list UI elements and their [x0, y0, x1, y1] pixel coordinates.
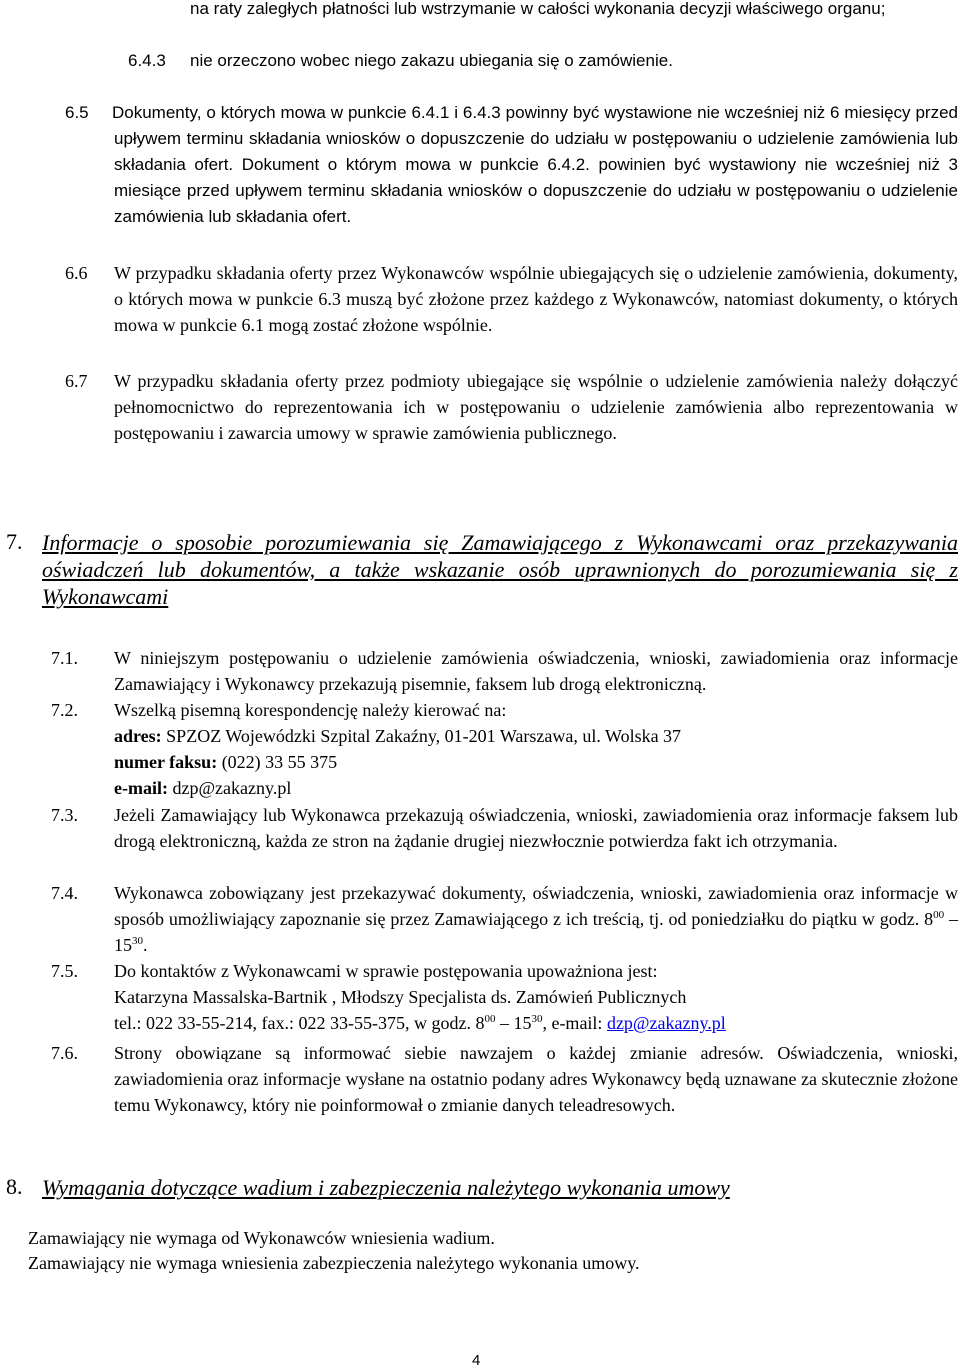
fax-value: (022) 33 55 375	[221, 752, 338, 772]
address-line	[114, 723, 958, 749]
paragraph-6-4-3: nie orzeczono wobec niego zakazu ubiegania się o zamówienie.	[190, 51, 673, 70]
section-number-8: 8.	[6, 1174, 23, 1199]
email-value: dzp@zakazny.pl	[172, 778, 292, 798]
item-number-6-4-3: 6.4.3	[128, 51, 166, 70]
item-number-7-6: 7.6.	[51, 1043, 78, 1063]
paragraph-7-4-end: .	[143, 935, 148, 955]
no-wadium-statement: Zamawiający nie wymaga od Wykonawców wniesienia wadium.	[28, 1228, 495, 1248]
item-number-7-2: 7.2.	[51, 700, 78, 720]
contact-email-prefix: , e-mail:	[542, 1013, 607, 1033]
hour-end-minutes: 30	[132, 935, 143, 947]
paragraph-6-5	[114, 100, 958, 230]
hour-separator: – 15	[114, 909, 958, 955]
item-number-6-5: 6.5	[65, 103, 89, 122]
paragraph-7-3: Jeżeli Zamawiający lub Wykonawca przekazują oświadczenia, wnioski, zawiadomienia oraz informacje faksem lub drogą elektroniczną, każda ze stron na żądanie drugiej niezwłocznie potwierdza fakt ich otrzymania.	[114, 805, 958, 851]
section-heading-8: Wymagania dotyczące wadium i zabezpieczenia należytego wykonania umowy	[42, 1175, 730, 1200]
paragraph-6-5-text: Dokumenty, o których mowa w punkcie 6.4.1 i 6.4.3 powinny być wystawione nie wcześniej niż 6 miesięcy przed upływem terminu składania wniosków o dopuszczenie do udziału w postępowaniu o udzielenie zamówienia lub składania ofert. Dokument o którym mowa w punkcie 6.4.2. powinien być wystawiony nie wcześniej niż 3 miesiące przed upływem terminu składania wniosków o dopuszczenie do udziału w postępowaniu o udzielenie zamówienia lub składania ofert.	[112, 103, 958, 226]
paragraph-6-7: W przypadku składania oferty przez podmioty ubiegające się wspólnie o udzielenie zamówienia należy dołączyć pełnomocnictwo do reprezentowania ich w postępowaniu o udzielenie zamówienia albo reprezentowania w postępowaniu i zawarcia umowy w sprawie zamówienia publicznego.	[114, 371, 958, 443]
section-heading-7: Informacje o sposobie porozumiewania się Zamawiającego z Wykonawcami oraz przekazywania oświadczeń lub dokumentów, a także wskazanie osób uprawnionych do porozumiewania się z Wykonawcami	[42, 530, 958, 609]
fax-line	[114, 749, 958, 775]
address-label: adres:	[114, 726, 162, 746]
contact-hour-separator: – 15	[495, 1013, 532, 1033]
fax-label: numer faksu:	[114, 752, 218, 772]
hour-start-minutes: 00	[933, 909, 945, 921]
paragraph-7-5: Do kontaktów z Wykonawcami w sprawie postępowania upoważniona jest:	[114, 961, 658, 981]
contact-phone-fax: tel.: 022 33-55-214, fax.: 022 33-55-375, w godz. 8	[114, 1013, 485, 1033]
email-label: e-mail:	[114, 778, 168, 798]
contact-email-link[interactable]: dzp@zakazny.pl	[606, 1013, 726, 1033]
contact-hour-start-minutes: 00	[484, 1013, 496, 1025]
email-line	[114, 775, 958, 801]
paragraph-6-6: W przypadku składania oferty przez Wykonawców wspólnie ubiegających się o udzielenie zamówienia, dokumenty, o których mowa w punkcie 6.3 muszą być złożone przez każdego z Wykonawców, natomiast dokumenty, o których mowa w punkcie 6.1 mogą zostać złożone wspólnie.	[114, 263, 958, 335]
address-value: SPZOZ Wojewódzki Szpital Zakaźny, 01-201 Warszawa, ul. Wolska 37	[166, 726, 682, 746]
paragraph-7-1: W niniejszym postępowaniu o udzielenie zamówienia oświadczenia, wnioski, zawiadomienia oraz informacje Zamawiający i Wykonawcy przekazują pisemnie, faksem lub drogą elektroniczną.	[114, 648, 958, 694]
paragraph-6-4-2-continuation: na raty zaległych płatności lub wstrzymanie w całości wykonania decyzji właściwego organu;	[190, 0, 886, 18]
section-number-7: 7.	[6, 529, 23, 554]
contact-details	[114, 1010, 958, 1036]
item-number-7-3: 7.3.	[51, 805, 78, 825]
item-number-7-4: 7.4.	[51, 883, 78, 903]
paragraph-7-4	[114, 880, 958, 958]
paragraph-7-6: Strony obowiązane są informować siebie nawzajem o każdej zmianie adresów. Oświadczenia, wnioski, zawiadomienia oraz informacje wysłane na ostatnio podany adres Wykonawcy będą uznawane za skutecznie złożone temu Wykonawcy, który nie poinformował o zmianie danych teleadresowych.	[114, 1043, 958, 1115]
contact-person: Katarzyna Massalska-Bartnik , Młodszy Specjalista ds. Zamówień Publicznych	[114, 987, 687, 1007]
item-number-6-7: 6.7	[65, 371, 88, 391]
item-number-7-5: 7.5.	[51, 961, 78, 981]
paragraph-7-4-text: Wykonawca zobowiązany jest przekazywać dokumenty, oświadczenia, wnioski, zawiadomienia oraz informacje w sposób umożliwiający zapoznanie się przez Zamawiającego z ich treścią, tj. od poniedziałku do piątku w godz. 8	[114, 883, 958, 929]
paragraph-7-2: Wszelką pisemną korespondencję należy kierować na:	[114, 700, 507, 720]
contact-hour-end-minutes: 30	[531, 1013, 543, 1025]
no-security-statement: Zamawiający nie wymaga wniesienia zabezpieczenia należytego wykonania umowy.	[28, 1253, 640, 1273]
item-number-6-6: 6.6	[65, 263, 88, 283]
page-number: 4	[472, 1352, 481, 1369]
item-number-7-1: 7.1.	[51, 648, 78, 668]
